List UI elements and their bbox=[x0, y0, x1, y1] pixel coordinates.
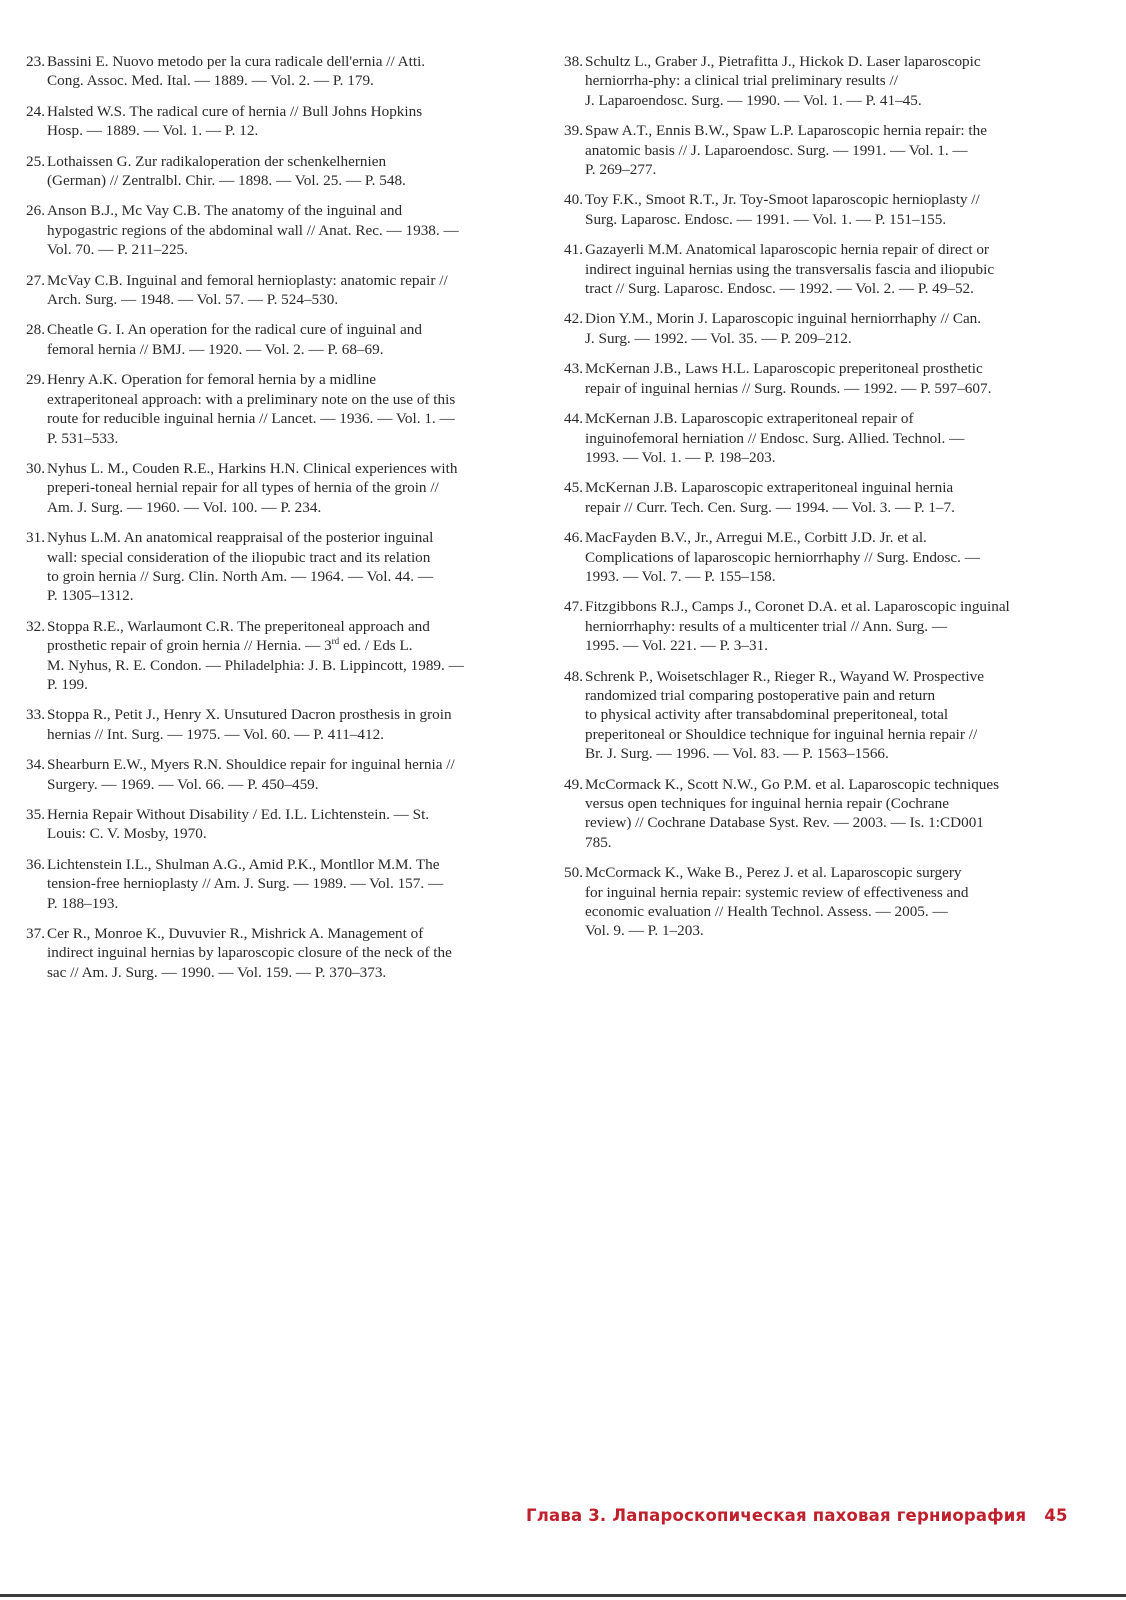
reference-line bbox=[47, 705, 530, 724]
reference-line-text: femoral hernia // BMJ. — 1920. — Vol. 2. — P. 68–69. bbox=[47, 340, 384, 358]
reference-line bbox=[585, 52, 1072, 71]
reference-line bbox=[585, 833, 1072, 852]
reference-number: 41. bbox=[564, 241, 583, 259]
reference-line bbox=[47, 221, 530, 240]
reference-line-text: Nyhus L. M., Couden R.E., Harkins H.N. Clinical experiences with bbox=[47, 459, 458, 477]
reference-line-text: Hernia Repair Without Disability / Ed. I.L. Lichtenstein. — St. bbox=[47, 806, 430, 823]
reference-line bbox=[585, 409, 1072, 428]
reference-line bbox=[47, 340, 530, 359]
reference-item bbox=[564, 863, 1072, 941]
reference-line-text: versus open techniques for inguinal hernia repair (Cochrane bbox=[585, 795, 949, 812]
reference-line bbox=[47, 824, 530, 843]
reference-line-text: repair of inguinal hernias // Surg. Rounds. — 1992. — P. 597–607. bbox=[585, 379, 992, 397]
reference-line bbox=[47, 409, 530, 428]
reference-line-text: Toy F.K., Smoot R.T., Jr. Toy-Smoot laparoscopic hernioplasty // bbox=[585, 191, 980, 209]
reference-line-text: McKernan J.B. Laparoscopic extraperitoneal inguinal hernia bbox=[585, 479, 954, 497]
reference-line bbox=[585, 794, 1072, 813]
reference-item bbox=[26, 855, 530, 913]
reference-line-text: Cong. Assoc. Med. Ital. — 1889. — Vol. 2. — P. 179. bbox=[47, 72, 374, 90]
reference-item bbox=[26, 459, 530, 517]
reference-line-text: Surgery. — 1969. — Vol. 66. — P. 450–459. bbox=[47, 775, 319, 793]
reference-item bbox=[26, 370, 530, 448]
reference-line-text: Surg. Laparosc. Endosc. — 1991. — Vol. 1. — P. 151–155. bbox=[585, 210, 947, 228]
reference-item bbox=[26, 320, 530, 359]
running-footer bbox=[526, 1506, 1068, 1525]
reference-line bbox=[585, 883, 1072, 902]
reference-line-text: McVay C.B. Inguinal and femoral hernioplasty: anatomic repair // bbox=[47, 271, 448, 289]
reference-line bbox=[585, 667, 1072, 686]
reference-item bbox=[26, 102, 530, 141]
reference-line bbox=[47, 271, 530, 290]
reference-line-text: Schrenk P., Woisetschlager R., Rieger R., Wayand W. Prospective bbox=[585, 667, 984, 685]
reference-item bbox=[564, 309, 1072, 348]
reference-line-text: P. 269–277. bbox=[585, 161, 657, 179]
reference-line bbox=[585, 498, 1072, 517]
reference-item bbox=[564, 597, 1072, 655]
reference-line bbox=[47, 775, 530, 794]
reference-number: 24. bbox=[26, 102, 45, 120]
reference-line-text: Stoppa R., Petit J., Henry X. Unsutured Dacron prosthesis in groin bbox=[47, 706, 452, 724]
reference-item bbox=[26, 705, 530, 744]
reference-line bbox=[585, 141, 1072, 160]
reference-line-text: M. Nyhus, R. E. Condon. — Philadelphia: J. B. Lippincott, 1989. — bbox=[47, 656, 464, 674]
reference-line-text: Arch. Surg. — 1948. — Vol. 57. — P. 524–530. bbox=[47, 291, 339, 309]
reference-line-text: Fitzgibbons R.J., Camps J., Coronet D.A. et al. Laparoscopic inguinal bbox=[585, 598, 1010, 616]
reference-line-text: Am. J. Surg. — 1960. — Vol. 100. — P. 234. bbox=[47, 498, 322, 516]
reference-line-text: Lichtenstein I.L., Shulman A.G., Amid P.K., Montllor M.M. The bbox=[47, 855, 440, 873]
reference-line bbox=[585, 636, 1072, 655]
reference-line bbox=[585, 121, 1072, 140]
reference-item bbox=[26, 152, 530, 191]
reference-line bbox=[47, 567, 530, 586]
reference-line bbox=[47, 725, 530, 744]
reference-line-text: Louis: C. V. Mosby, 1970. bbox=[47, 825, 207, 843]
reference-line bbox=[585, 617, 1072, 636]
reference-line bbox=[585, 548, 1072, 567]
reference-line bbox=[585, 567, 1072, 586]
reference-line-text: economic evaluation // Health Technol. Assess. — 2005. — bbox=[585, 903, 948, 921]
reference-line-text: tension-free hernioplasty // Am. J. Surg. — 1989. — Vol. 157. — bbox=[47, 875, 444, 893]
reference-item bbox=[564, 359, 1072, 398]
reference-line-text: to groin hernia // Surg. Clin. North Am. — 1964. — Vol. 44. — bbox=[47, 567, 434, 585]
reference-line bbox=[47, 459, 530, 478]
reference-line-text: herniorrha-phy: a clinical trial preliminary results // bbox=[585, 72, 898, 90]
reference-line bbox=[585, 528, 1072, 547]
reference-line bbox=[47, 617, 530, 636]
reference-item bbox=[26, 805, 530, 844]
reference-item bbox=[26, 52, 530, 91]
reference-line bbox=[585, 744, 1072, 763]
reference-number: 26. bbox=[26, 202, 45, 220]
reference-line bbox=[47, 894, 530, 913]
reference-line-text: tract // Surg. Laparosc. Endosc. — 1992. — Vol. 2. — P. 49–52. bbox=[585, 280, 974, 298]
reference-line bbox=[47, 548, 530, 567]
reference-line-text: hypogastric regions of the abdominal wall // Anat. Rec. — 1938. — bbox=[47, 221, 459, 239]
reference-line-text: wall: special consideration of the iliopubic tract and its relation bbox=[47, 548, 431, 566]
reference-line-text: Nyhus L.M. An anatomical reappraisal of the posterior inguinal bbox=[47, 529, 434, 547]
reference-line bbox=[47, 240, 530, 259]
reference-item bbox=[26, 528, 530, 606]
reference-number: 30. bbox=[26, 459, 45, 477]
reference-number: 46. bbox=[564, 529, 583, 547]
reference-line-text: P. 199. bbox=[47, 675, 88, 693]
reference-line bbox=[47, 52, 530, 71]
reference-item bbox=[564, 240, 1072, 298]
reference-line bbox=[47, 201, 530, 220]
reference-line-text: Shearburn E.W., Myers R.N. Shouldice repair for inguinal hernia // bbox=[47, 756, 455, 774]
reference-line bbox=[585, 775, 1072, 794]
reference-item bbox=[564, 121, 1072, 179]
reference-line bbox=[47, 963, 530, 982]
reference-line-text: Gazayerli M.M. Anatomical laparoscopic hernia repair of direct or bbox=[585, 241, 989, 259]
reference-line-text: P. 531–533. bbox=[47, 429, 119, 447]
reference-line-text: (German) // Zentralbl. Chir. — 1898. — Vol. 25. — P. 548. bbox=[47, 172, 406, 190]
reference-number: 31. bbox=[26, 529, 45, 547]
reference-item bbox=[564, 775, 1072, 853]
reference-line-text: McCormack K., Wake B., Perez J. et al. Laparoscopic surgery bbox=[585, 864, 962, 882]
reference-line bbox=[585, 429, 1072, 448]
reference-line-text: McKernan J.B. Laparoscopic extraperitoneal repair of bbox=[585, 410, 914, 428]
reference-item bbox=[564, 667, 1072, 764]
reference-line bbox=[585, 279, 1072, 298]
reference-line bbox=[47, 805, 530, 824]
reference-line-text: review) // Cochrane Database Syst. Rev. — 2003. — Is. 1:CD001 bbox=[585, 814, 984, 832]
reference-line-text: P. 188–193. bbox=[47, 894, 119, 912]
reference-line bbox=[47, 528, 530, 547]
reference-item bbox=[564, 528, 1072, 586]
reference-line bbox=[47, 943, 530, 962]
reference-line-text: for inguinal hernia repair: systemic review of effectiveness and bbox=[585, 883, 969, 901]
reference-line bbox=[585, 902, 1072, 921]
reference-line-text: inguinofemoral herniation // Endosc. Surg. Allied. Technol. — bbox=[585, 429, 965, 447]
reference-number: 36. bbox=[26, 855, 45, 873]
reference-number: 40. bbox=[564, 191, 583, 209]
reference-line bbox=[47, 755, 530, 774]
reference-item bbox=[26, 924, 530, 982]
reference-line-text: to physical activity after transabdominal preperitoneal, total bbox=[585, 706, 949, 724]
reference-item bbox=[564, 409, 1072, 467]
reference-number: 34. bbox=[26, 756, 45, 774]
reference-line-text: Dion Y.M., Morin J. Laparoscopic inguinal herniorrhaphy // Can. bbox=[585, 310, 982, 328]
reference-line-text: McCormack K., Scott N.W., Go P.M. et al. Laparoscopic techniques bbox=[585, 775, 1000, 793]
reference-line-text: Halsted W.S. The radical cure of hernia // Bull Johns Hopkins bbox=[47, 102, 423, 120]
reference-number: 23. bbox=[26, 53, 45, 70]
reference-number: 35. bbox=[26, 806, 45, 823]
reference-line bbox=[585, 91, 1072, 110]
reference-line bbox=[47, 102, 530, 121]
reference-column-right bbox=[564, 52, 1072, 952]
reference-line bbox=[585, 863, 1072, 882]
reference-number: 39. bbox=[564, 122, 583, 140]
reference-line bbox=[47, 290, 530, 309]
reference-line bbox=[585, 71, 1072, 90]
reference-line-text: 1993. — Vol. 7. — P. 155–158. bbox=[585, 567, 776, 585]
reference-line-text: Hosp. — 1889. — Vol. 1. — P. 12. bbox=[47, 122, 259, 140]
reference-line-text: herniorrhaphy: results of a multicenter trial // Ann. Surg. — bbox=[585, 617, 948, 635]
reference-line-text: Henry A.K. Operation for femoral hernia by a midline bbox=[47, 371, 376, 389]
reference-line bbox=[47, 924, 530, 943]
reference-line bbox=[585, 359, 1072, 378]
reference-line bbox=[585, 160, 1072, 179]
reference-line bbox=[585, 210, 1072, 229]
reference-line bbox=[585, 686, 1072, 705]
reference-line-text: J. Laparoendosc. Surg. — 1990. — Vol. 1. — P. 41–45. bbox=[585, 91, 922, 109]
reference-line-text: Anson B.J., Mc Vay C.B. The anatomy of the inguinal and bbox=[47, 202, 403, 220]
reference-line-text: randomized trial comparing postoperative pain and return bbox=[585, 686, 936, 704]
reference-line bbox=[585, 813, 1072, 832]
reference-line bbox=[47, 586, 530, 605]
reference-line bbox=[47, 71, 530, 90]
reference-line-text: Br. J. Surg. — 1996. — Vol. 83. — P. 1563–1566. bbox=[585, 745, 889, 763]
reference-number: 27. bbox=[26, 271, 45, 289]
reference-line-text: sac // Am. J. Surg. — 1990. — Vol. 159. — P. 370–373. bbox=[47, 963, 387, 981]
reference-number: 47. bbox=[564, 598, 583, 616]
reference-line bbox=[585, 260, 1072, 279]
reference-line bbox=[585, 705, 1072, 724]
reference-line-text: P. 1305–1312. bbox=[47, 587, 134, 605]
reference-line-text: extraperitoneal approach: with a preliminary note on the use of this bbox=[47, 390, 456, 408]
reference-number: 48. bbox=[564, 667, 583, 685]
reference-line bbox=[585, 240, 1072, 259]
reference-line bbox=[47, 370, 530, 389]
reference-number: 25. bbox=[26, 152, 45, 170]
reference-line-text: Lothaissen G. Zur radikaloperation der schenkelhernien bbox=[47, 152, 387, 170]
reference-line bbox=[47, 874, 530, 893]
reference-item bbox=[26, 755, 530, 794]
reference-number: 29. bbox=[26, 371, 45, 389]
reference-line bbox=[47, 121, 530, 140]
reference-line-text: J. Surg. — 1992. — Vol. 35. — P. 209–212. bbox=[585, 329, 852, 347]
reference-line bbox=[47, 675, 530, 694]
reference-line bbox=[47, 498, 530, 517]
reference-line bbox=[47, 478, 530, 497]
reference-line bbox=[585, 725, 1072, 744]
reference-number: 44. bbox=[564, 410, 583, 428]
reference-line-text: repair // Curr. Tech. Cen. Surg. — 1994. — Vol. 3. — P. 1–7. bbox=[585, 498, 955, 516]
reference-number: 32. bbox=[26, 617, 45, 635]
reference-number: 28. bbox=[26, 321, 45, 339]
reference-item bbox=[564, 478, 1072, 517]
reference-line-text: preperitoneal or Shouldice technique for inguinal hernia repair // bbox=[585, 725, 978, 743]
reference-item bbox=[26, 617, 530, 695]
reference-line bbox=[47, 656, 530, 675]
reference-line bbox=[585, 190, 1072, 209]
page-number: 45 bbox=[1044, 1506, 1068, 1525]
reference-line-text: ed. / Eds L. bbox=[339, 637, 413, 655]
reference-line-text: indirect inguinal hernias by laparoscopic closure of the neck of the bbox=[47, 944, 452, 962]
reference-line-text: hernias // Int. Surg. — 1975. — Vol. 60. — P. 411–412. bbox=[47, 725, 384, 743]
reference-line bbox=[585, 379, 1072, 398]
reference-line-text: Cer R., Monroe K., Duvuvier R., Mishrick A. Management of bbox=[47, 925, 424, 943]
reference-line-text: prosthetic repair of groin hernia // Hernia. — 3 bbox=[47, 637, 332, 655]
reference-number: 50. bbox=[564, 864, 583, 882]
reference-line bbox=[585, 597, 1072, 616]
reference-line-text: MacFayden B.V., Jr., Arregui M.E., Corbitt J.D. Jr. et al. bbox=[585, 529, 927, 547]
reference-line-text: McKernan J.B., Laws H.L. Laparoscopic preperitoneal prosthetic bbox=[585, 360, 983, 378]
reference-line bbox=[47, 855, 530, 874]
reference-number: 49. bbox=[564, 775, 583, 793]
bottom-rule bbox=[0, 1594, 1126, 1597]
reference-item bbox=[26, 201, 530, 259]
reference-number: 43. bbox=[564, 360, 583, 378]
reference-line-text: Stoppa R.E., Warlaumont C.R. The preperitoneal approach and bbox=[47, 617, 430, 635]
reference-line-text: Cheatle G. I. An operation for the radical cure of inguinal and bbox=[47, 321, 422, 339]
chapter-title: Глава 3. Лапароскопическая паховая герниорафия bbox=[526, 1506, 1027, 1525]
reference-line-text: 785. bbox=[585, 833, 612, 851]
reference-line-text: Complications of laparoscopic herniorrhaphy // Surg. Endosc. — bbox=[585, 548, 980, 566]
reference-line-text: route for reducible inguinal hernia // Lancet. — 1936. — Vol. 1. — bbox=[47, 410, 455, 428]
reference-line-text: 1993. — Vol. 1. — P. 198–203. bbox=[585, 448, 776, 466]
superscript: rd bbox=[331, 636, 340, 647]
reference-number: 42. bbox=[564, 310, 583, 328]
reference-line-text: Bassini E. Nuovo metodo per la cura radicale dell'ernia // Atti. bbox=[47, 53, 426, 70]
reference-line bbox=[585, 309, 1072, 328]
reference-line bbox=[585, 448, 1072, 467]
reference-item bbox=[26, 271, 530, 310]
reference-line bbox=[585, 329, 1072, 348]
reference-line bbox=[47, 636, 530, 655]
reference-line-text: preperi-toneal hernial repair for all types of hernia of the groin // bbox=[47, 479, 439, 497]
reference-line bbox=[47, 171, 530, 190]
reference-line-text: Vol. 9. — P. 1–203. bbox=[585, 922, 704, 940]
reference-line-text: Vol. 70. — P. 211–225. bbox=[47, 241, 188, 259]
reference-line bbox=[585, 478, 1072, 497]
reference-item bbox=[564, 190, 1072, 229]
reference-line-text: Spaw A.T., Ennis B.W., Spaw L.P. Laparoscopic hernia repair: the bbox=[585, 122, 987, 140]
reference-line-text: Schultz L., Graber J., Pietrafitta J., Hickok D. Laser laparoscopic bbox=[585, 53, 981, 70]
reference-column-left bbox=[26, 52, 530, 993]
reference-line bbox=[47, 320, 530, 339]
reference-line bbox=[47, 390, 530, 409]
reference-line bbox=[47, 152, 530, 171]
reference-line-text: anatomic basis // J. Laparoendosc. Surg. — 1991. — Vol. 1. — bbox=[585, 141, 968, 159]
reference-line-text: 1995. — Vol. 221. — P. 3–31. bbox=[585, 637, 768, 655]
reference-number: 45. bbox=[564, 479, 583, 497]
reference-line bbox=[47, 429, 530, 448]
reference-number: 33. bbox=[26, 706, 45, 724]
reference-number: 38. bbox=[564, 53, 583, 70]
reference-line-text: indirect inguinal hernias using the transversalis fascia and iliopubic bbox=[585, 260, 995, 278]
reference-item bbox=[564, 52, 1072, 110]
reference-number: 37. bbox=[26, 925, 45, 943]
reference-line bbox=[585, 921, 1072, 940]
